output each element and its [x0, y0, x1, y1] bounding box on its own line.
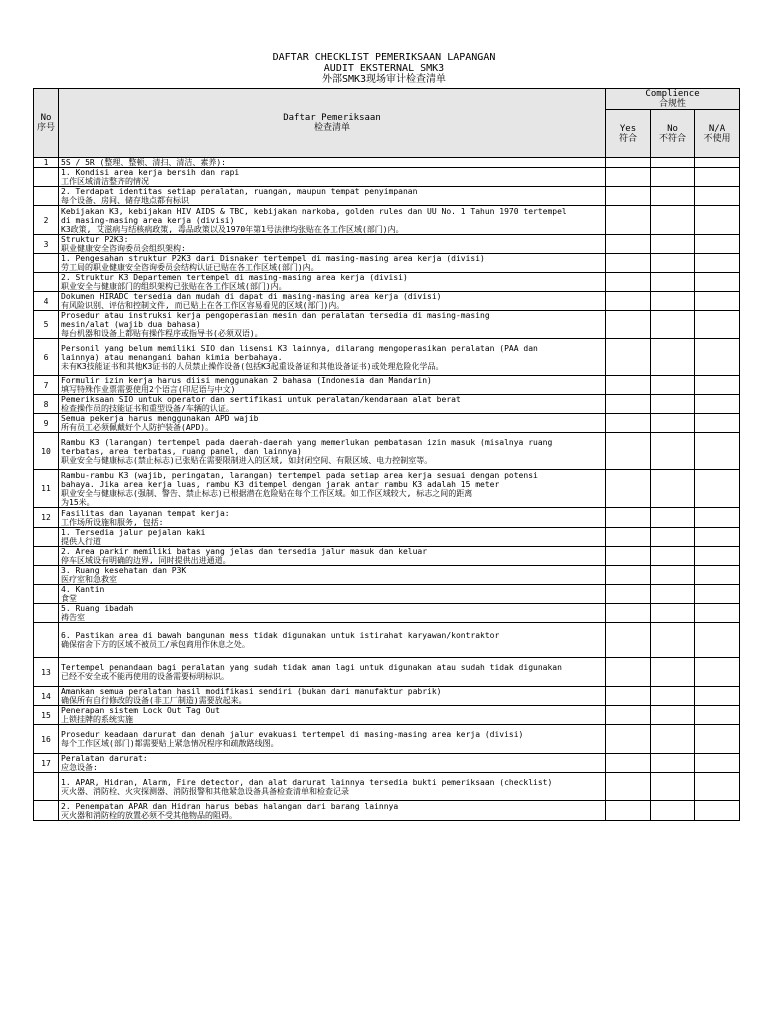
title-line-2: AUDIT EKSTERNAL SMK3: [323, 63, 445, 74]
checklist-item-line: mesin/alat (wajib dua bahasa): [61, 320, 201, 329]
no-cell[interactable]: [651, 414, 695, 433]
checklist-item-line: 1. Pengesahan struktur P2K3 dari Disnaker tertempel di masing-masing area kerja (divisi): [61, 254, 485, 263]
yes-cell[interactable]: [606, 754, 651, 773]
checklist-item: [59, 528, 606, 547]
no-cell[interactable]: [651, 687, 695, 706]
document-title: [0, 52, 768, 85]
na-cell[interactable]: [695, 687, 740, 706]
checklist-item: [59, 566, 606, 585]
table-row: [34, 508, 740, 528]
row-number: 14: [34, 687, 59, 706]
no-cell[interactable]: [651, 187, 695, 206]
table-row: [34, 254, 740, 273]
yes-cell[interactable]: [606, 508, 651, 528]
no-cell[interactable]: [651, 395, 695, 414]
na-cell[interactable]: [695, 773, 740, 801]
checklist-item-line: 已经不安全或不能再使用的设备需要标明标识。: [61, 672, 229, 681]
title-line-3: 外部SMK3现场审计检查清单: [321, 74, 447, 85]
checklist-item: [59, 470, 606, 508]
checklist-item-line: 2. Penempatan APAR dan Hidran harus bebas halangan dari barang lainnya: [61, 801, 399, 811]
row-number: 17: [34, 754, 59, 773]
na-cell[interactable]: [695, 292, 740, 311]
table-row: [34, 470, 740, 508]
row-number: 9: [34, 414, 59, 433]
no-cell[interactable]: [651, 725, 695, 754]
table-row: [34, 585, 740, 604]
no-cell[interactable]: [651, 433, 695, 470]
na-cell[interactable]: [695, 566, 740, 585]
table-row: [34, 658, 740, 687]
checklist-item: [59, 158, 606, 168]
table-row: [34, 273, 740, 292]
na-cell[interactable]: [695, 311, 740, 339]
checklist-item-line: 提供人行道: [61, 537, 101, 546]
yes-cell[interactable]: [606, 376, 651, 395]
row-number: [34, 623, 59, 658]
na-cell[interactable]: [695, 339, 740, 376]
table-row: [34, 528, 740, 547]
checklist-item-line: 食堂: [61, 594, 77, 603]
checklist-item-line: 有风险识别、评估和控制文件, 而已贴上在各工作区容易看见的区域(部门)内。: [61, 301, 345, 310]
yes-cell[interactable]: [606, 235, 651, 254]
row-number: [34, 585, 59, 604]
checklist-item: [59, 754, 606, 773]
checklist-item-line: Dokumen HIRADC tersedia dan mudah di dapat di masing-masing area kerja (divisi): [61, 292, 442, 301]
na-cell[interactable]: [695, 528, 740, 547]
no-cell[interactable]: [651, 470, 695, 508]
checklist-item-line: Formulir izin kerja harus diisi menggunakan 2 bahasa (Indonesia dan Mandarin): [61, 376, 432, 385]
row-number: [34, 604, 59, 623]
checklist-item: [59, 339, 606, 376]
checklist-item-line: 确保宿舍下方的区域不被员工/承包商用作休息之处。: [61, 640, 250, 649]
yes-cell[interactable]: [606, 311, 651, 339]
no-cell[interactable]: [651, 801, 695, 821]
no-cell[interactable]: [651, 773, 695, 801]
row-number: [34, 273, 59, 292]
na-cell[interactable]: [695, 547, 740, 566]
no-cell[interactable]: [651, 623, 695, 658]
checklist-item-line: 工作区域清洁整齐的情况: [61, 177, 149, 186]
table-row: [34, 339, 740, 376]
na-cell[interactable]: [695, 376, 740, 395]
no-cell[interactable]: [651, 604, 695, 623]
checklist-item-line: terbatas, area terbatas, ruang panel, dan lainnya): [61, 446, 302, 456]
checklist-table: [33, 88, 740, 821]
no-cell[interactable]: [651, 235, 695, 254]
checklist-item: [59, 801, 606, 821]
table-row: [34, 235, 740, 254]
checklist-item-line: 4. Kantin: [61, 585, 105, 594]
checklist-item-line: Pemeriksaan SIO untuk operator dan sertifikasi untuk peralatan/kendaraan alat berat: [61, 395, 461, 404]
row-number: [34, 254, 59, 273]
yes-cell[interactable]: [606, 658, 651, 687]
checklist-item-line: 工作场所设施和服务, 包括:: [61, 517, 164, 527]
table-row: [34, 773, 740, 801]
no-cell[interactable]: [651, 273, 695, 292]
no-cell[interactable]: [651, 585, 695, 604]
no-cell[interactable]: [651, 206, 695, 235]
no-cell[interactable]: [651, 292, 695, 311]
checklist-item-line: Prosedur atau instruksi kerja pengoperasian mesin dan peralatan tersedia di masing-masing: [61, 311, 490, 320]
na-cell[interactable]: [695, 235, 740, 254]
row-number: [34, 187, 59, 206]
checklist-item: [59, 292, 606, 311]
yes-cell[interactable]: [606, 604, 651, 623]
checklist-item-line: Struktur P2K3:: [61, 235, 129, 244]
row-number: [34, 801, 59, 821]
checklist-item-line: 5. Ruang ibadah: [61, 604, 134, 613]
yes-cell[interactable]: [606, 187, 651, 206]
checklist-item: [59, 168, 606, 187]
no-cell[interactable]: [651, 158, 695, 168]
yes-cell[interactable]: [606, 706, 651, 725]
table-row: [34, 158, 740, 168]
no-cell[interactable]: [651, 528, 695, 547]
table-row: [34, 187, 740, 206]
table-row: [34, 547, 740, 566]
na-cell[interactable]: [695, 725, 740, 754]
checklist-item-line: Prosedur keadaan darurat dan denah jalur evakuasi tertempel di masing-masing area kerja (divisi): [61, 730, 524, 739]
table-row: [34, 623, 740, 658]
checklist-item-line: 所有员工必须佩戴好个人防护装备(APD)。: [61, 423, 214, 432]
checklist-item-line: 每个工作区域(部门)都需要贴上紧急情况程序和疏散路线图。: [61, 739, 279, 748]
checklist-item: [59, 311, 606, 339]
yes-cell[interactable]: [606, 395, 651, 414]
na-cell[interactable]: [695, 433, 740, 470]
yes-cell[interactable]: [606, 585, 651, 604]
checklist-item: [59, 773, 606, 801]
no-compliance-column-header: No 不符合: [651, 110, 695, 158]
checklist-item-line: di masing-masing area kerja (divisi): [61, 215, 235, 225]
na-cell[interactable]: [695, 623, 740, 658]
checklist-item-line: 确保所有自行修改的设备(非工厂制造)需要放起来。: [61, 696, 247, 705]
na-cell[interactable]: [695, 187, 740, 206]
checklist-item-line: 应急设备:: [61, 763, 98, 772]
row-number: [34, 773, 59, 801]
checklist-item: [59, 376, 606, 395]
table-row: [34, 801, 740, 821]
table-row: [34, 395, 740, 414]
checklist-item-line: Tertempel penandaan bagi peralatan yang sudah tidak aman lagi untuk digunakan atau sudah tidak digunakan: [61, 663, 562, 672]
row-number: 2: [34, 206, 59, 235]
yes-cell[interactable]: [606, 254, 651, 273]
checklist-item: [59, 433, 606, 470]
na-cell[interactable]: [695, 508, 740, 528]
checklist-item-line: 每台机器和设备上都贴有操作程序或指导书(必须双语)。: [61, 329, 263, 338]
table-row: [34, 566, 740, 585]
row-number: 8: [34, 395, 59, 414]
yes-cell[interactable]: [606, 414, 651, 433]
na-cell[interactable]: [695, 168, 740, 187]
no-cell[interactable]: [651, 168, 695, 187]
row-number: 13: [34, 658, 59, 687]
checklist-item-line: 1. APAR, Hidran, Alarm, Fire detector, dan alat darurat lainnya tersedia bukti pemeriksaan (checklist): [61, 777, 553, 787]
row-number: 1: [34, 158, 59, 168]
row-number: 16: [34, 725, 59, 754]
checklist-item: [59, 725, 606, 754]
na-cell[interactable]: [695, 754, 740, 773]
na-cell[interactable]: [695, 706, 740, 725]
checklist-item-line: 职业安全与健康部门的组织架构已张贴在各工作区域(部门)内。: [61, 282, 287, 291]
checklist-item-line: Rambu-rambu K3 (wajib, peringatan, larangan) tertempel pada setiap area kerja sesuai dengan potensi: [61, 470, 538, 480]
yes-cell[interactable]: [606, 470, 651, 508]
checklist-item-line: 填写特殊作业票需要使用2个语言(印尼语与中文): [61, 385, 236, 394]
checklist-item-line: Personil yang belum memiliki SIO dan lisensi K3 lainnya, dilarang mengoperasikan peralatan (PAA dan: [61, 343, 538, 353]
yes-cell[interactable]: [606, 206, 651, 235]
checklist-item: [59, 604, 606, 623]
table-row: [34, 433, 740, 470]
checklist-item: [59, 273, 606, 292]
checklist-item-line: 祷告室: [61, 613, 85, 622]
no-cell[interactable]: [651, 566, 695, 585]
checklist-item: [59, 254, 606, 273]
table-row: [34, 168, 740, 187]
checklist-item-line: Semua pekerja harus menggunakan APD wajib: [61, 414, 259, 423]
row-number: [34, 566, 59, 585]
checklist-item-line: 灭火器、消防栓、火灾探测器、消防报警和其他紧急设备具备检查清单和检查记录: [61, 786, 349, 796]
no-cell[interactable]: [651, 311, 695, 339]
checklist-item: [59, 658, 606, 687]
checklist-item-line: lainnya) atau menangani bahan kimia berbahaya.: [61, 352, 283, 362]
table-row: [34, 687, 740, 706]
checklist-item-line: bahaya. Jika area kerja luas, rambu K3 ditempel dengan jarak antar rambu K3 adalah 15 meter: [61, 479, 500, 489]
yes-cell[interactable]: [606, 547, 651, 566]
yes-cell[interactable]: [606, 292, 651, 311]
checklist-item-line: Penerapan sistem Lock Out Tag Out: [61, 706, 220, 715]
row-number: 3: [34, 235, 59, 254]
table-row: [34, 311, 740, 339]
checklist-rows: [34, 158, 740, 821]
yes-cell[interactable]: [606, 566, 651, 585]
table-row: [34, 414, 740, 433]
na-cell[interactable]: [695, 206, 740, 235]
no-cell[interactable]: [651, 547, 695, 566]
row-number: 11: [34, 470, 59, 508]
checklist-item-line: 为15米。: [61, 497, 95, 507]
na-cell[interactable]: [695, 414, 740, 433]
checklist-item-line: Fasilitas dan layanan tempat kerja:: [61, 508, 230, 518]
checklist-item-line: 3. Ruang kesehatan dan P3K: [61, 566, 187, 575]
yes-cell[interactable]: [606, 528, 651, 547]
table-row: [34, 604, 740, 623]
row-number: [34, 528, 59, 547]
checklist-item-line: 职业安全与健康标志(强制、警告、禁止标志)已根据潜在危险贴在每个工作区域。如工作区域较大, 标志之间的距离: [61, 488, 473, 498]
checklist-item-line: 6. Pastikan area di bawah bangunan mess tidak digunakan untuk istirahat karyawan/kontraktor: [61, 631, 500, 640]
checklist-item: [59, 623, 606, 658]
checklist-item-line: Peralatan darurat:: [61, 754, 148, 763]
na-cell[interactable]: [695, 254, 740, 273]
checklist-item-line: 1. Tersedia jalur pejalan kaki: [61, 528, 206, 537]
na-cell[interactable]: [695, 585, 740, 604]
na-cell[interactable]: [695, 604, 740, 623]
table-row: [34, 206, 740, 235]
checklist-item: [59, 206, 606, 235]
checklist-item-line: Rambu K3 (larangan) tertempel pada daerah-daerah yang memerlukan pembatasan izin masuk (misalnya ruang: [61, 437, 553, 447]
yes-cell[interactable]: [606, 801, 651, 821]
yes-cell[interactable]: [606, 623, 651, 658]
na-column-header: N/A 不使用: [695, 110, 740, 158]
row-number: 12: [34, 508, 59, 528]
checklist-item-line: 5S / 5R (整理、整顿、清扫、清洁、素养):: [61, 158, 226, 167]
yes-cell[interactable]: [606, 687, 651, 706]
checklist-item-line: 医疗室和急救室: [61, 575, 117, 584]
na-cell[interactable]: [695, 658, 740, 687]
checklist-item-line: 未有K3技能证书和其他K3证书的人员禁止操作设备(包括K3起重设备证和其他设备证书)或处理危险化学品。: [61, 361, 444, 371]
checklist-item-line: K3政策, 艾滋病与结核病政策, 毒品政策以及1970年第1号法律均张贴在各工作区域(部门)内。: [61, 224, 404, 234]
row-number: 7: [34, 376, 59, 395]
checklist-item-line: 检查操作员的技能证书和重型设备/车辆的认证。: [61, 404, 234, 413]
no-cell[interactable]: [651, 508, 695, 528]
checklist-item-line: 2. Terdapat identitas setiap peralatan, ruangan, maupun tempat penyimpanan: [61, 187, 418, 196]
checklist-item-line: 1. Kondisi area kerja bersih dan rapi: [61, 168, 240, 177]
checklist-item: [59, 706, 606, 725]
yes-cell[interactable]: [606, 725, 651, 754]
checklist-item-line: 职业安全与健康标志(禁止标志)已张贴在需要限制进入的区域, 如封闭空间、有限区域、电力控制室等。: [61, 455, 433, 465]
yes-cell[interactable]: [606, 433, 651, 470]
row-number: 10: [34, 433, 59, 470]
row-number: 5: [34, 311, 59, 339]
checklist-item-line: 上锁挂牌的系统实施: [61, 715, 133, 724]
na-cell[interactable]: [695, 395, 740, 414]
row-number: [34, 168, 59, 187]
checklist-item: [59, 687, 606, 706]
no-cell[interactable]: [651, 658, 695, 687]
checklist-item-line: 职业健康安全咨询委员会组织架构:: [61, 244, 186, 253]
na-cell[interactable]: [695, 273, 740, 292]
checklist-item: [59, 395, 606, 414]
yes-cell[interactable]: [606, 339, 651, 376]
checklist-item-line: 灭火器和消防栓的放置必须不受其他物品的阻碍。: [61, 810, 237, 820]
checklist-item: [59, 414, 606, 433]
checklist-item-line: 2. Struktur K3 Departemen tertempel di masing-masing area kerja (divisi): [61, 273, 408, 282]
table-row: [34, 376, 740, 395]
na-cell[interactable]: [695, 470, 740, 508]
checklist-item-line: 劳工局的职业健康安全咨询委员会结构认证已贴在各工作区域(部门)内。: [61, 263, 319, 272]
yes-cell[interactable]: [606, 168, 651, 187]
checklist-item: [59, 508, 606, 528]
no-cell[interactable]: [651, 706, 695, 725]
na-cell[interactable]: [695, 158, 740, 168]
na-cell[interactable]: [695, 801, 740, 821]
checklist-item-line: Amankan semua peralatan hasil modifikasi sendiri (bukan dari manufaktur pabrik): [61, 687, 442, 696]
row-number: 6: [34, 339, 59, 376]
title-line-1: DAFTAR CHECKLIST PEMERIKSAAN LAPANGAN: [272, 52, 496, 63]
yes-cell[interactable]: [606, 273, 651, 292]
checklist-item-line: 每个设备、房间、储存地点都有标识: [61, 196, 189, 205]
table-row: [34, 754, 740, 773]
no-cell[interactable]: [651, 376, 695, 395]
checklist-item-line: 2. Area parkir memiliki batas yang jelas dan tersedia jalur masuk dan keluar: [61, 547, 428, 556]
checklist-item-line: Kebijakan K3, kebijakan HIV AIDS & TBC, kebijakan narkoba, golden rules dan UU No. 1 Tahun 1970 tertempel: [61, 206, 567, 216]
checklist-item-line: 停车区域设有明确的边界, 同时提供出进通道。: [61, 556, 231, 565]
row-number: [34, 547, 59, 566]
table-row: [34, 706, 740, 725]
item-column-header: Daftar Pemeriksaan 检查清单: [59, 89, 606, 158]
no-cell[interactable]: [651, 254, 695, 273]
no-cell[interactable]: [651, 339, 695, 376]
yes-column-header: Yes 符合: [606, 110, 651, 158]
checklist-item: [59, 187, 606, 206]
no-column-header: No 序号: [34, 89, 59, 158]
checklist-item: [59, 547, 606, 566]
yes-cell[interactable]: [606, 773, 651, 801]
table-row: [34, 292, 740, 311]
checklist-item: [59, 235, 606, 254]
yes-cell[interactable]: [606, 158, 651, 168]
no-cell[interactable]: [651, 754, 695, 773]
row-number: 4: [34, 292, 59, 311]
compliance-header: Complience 合规性: [606, 89, 740, 110]
row-number: 15: [34, 706, 59, 725]
checklist-item: [59, 585, 606, 604]
table-row: [34, 725, 740, 754]
